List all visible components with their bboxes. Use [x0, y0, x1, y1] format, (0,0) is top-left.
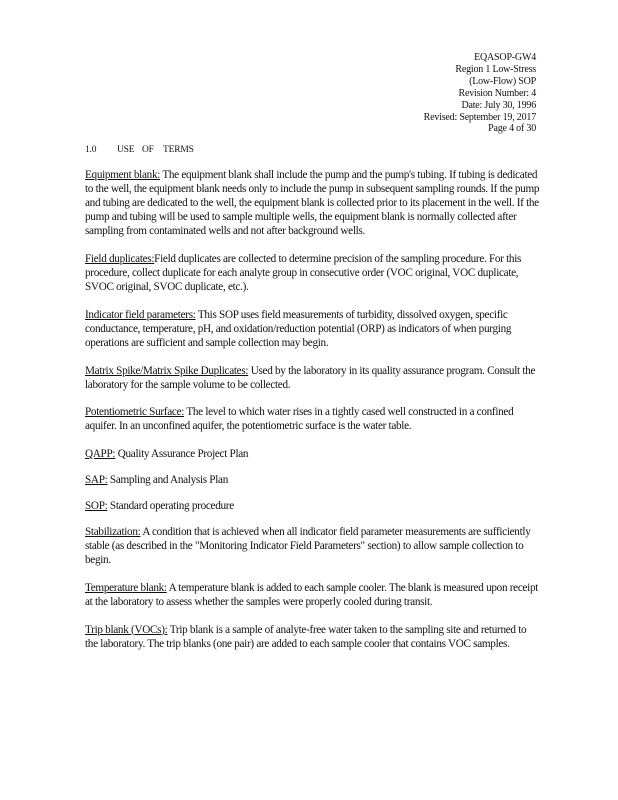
term-qapp	[85, 447, 541, 461]
term-definition: The level to which water rises in a tightly cased well constructed in a confined aquifer. In an unconfined aquifer, the potentiometric surface is the water table.	[85, 406, 514, 433]
term-definition: Used by the laboratory in its quality assurance program. Consult the laboratory for the sample volume to be collected.	[85, 364, 536, 391]
term-equipment-blank	[85, 168, 541, 238]
term-definition: Sampling and Analysis Plan	[107, 474, 228, 486]
doc-id: EQASOP-GW4	[474, 52, 536, 63]
term-label: Potentiometric Surface:	[85, 406, 185, 419]
term-definition: Quality Assurance Project Plan	[115, 447, 249, 460]
term-label: Temperature blank:	[85, 581, 167, 594]
doc-region: Region 1 Low-Stress	[455, 63, 536, 75]
section-title-word: USE	[117, 145, 135, 155]
term-indicator-field-parameters	[85, 308, 541, 350]
term-definition: The equipment blank shall include the pump and the pump's tubing. If tubing is dedicated to the well, the equipment blank needs only to include the pump in subsequent sampling rounds. If the pump and tubing are dedicated to the well, the equipment blank is collected prior to its placement in the well. If the pump and tubing will be used to sample multiple wells, the equipment blank is normally collected after sampling from contaminated wells and not after background wells.	[85, 169, 540, 238]
document-header	[424, 52, 536, 135]
term-definition: A temperature blank is added to each sample cooler. The blank is measured upon receipt at the laboratory to assess whether the samples were properly cooled during transit.	[85, 581, 539, 609]
term-label: SAP:	[85, 474, 108, 486]
term-label: Indicator field parameters:	[85, 308, 196, 321]
term-definition: Trip blank is a sample of analyte-free water taken to the sampling site and returned to the laboratory. The trip blanks (one pair) are added to each sample cooler that contains VOC samples.	[85, 623, 527, 650]
term-label: Field duplicates:	[85, 252, 155, 265]
term-definition: Standard operating procedure	[107, 500, 234, 513]
terms-list	[85, 168, 541, 664]
page-number: Page 4 of 30	[488, 123, 536, 135]
term-temperature-blank	[85, 581, 541, 609]
term-sop	[85, 499, 541, 513]
section-number: 1.0	[85, 145, 97, 155]
doc-revision: Revision Number: 4	[458, 87, 536, 99]
term-potentiometric-surface	[85, 405, 541, 433]
term-definition: Field duplicates are collected to determine precision of the sampling procedure. For this procedure, collect duplicate for each analyte group in consecutive order (VOC original, VOC duplicate, SVOC original, SVOC duplicate, etc.).	[85, 252, 522, 294]
term-definition: A condition that is achieved when all indicator field parameter measurements are sufficiently stable (as described in the "Monitoring Indicator Field Parameters" section) to allow sample collection to begin.	[85, 526, 531, 567]
term-label: Trip blank (VOCs):	[85, 623, 168, 636]
term-matrix-spike	[85, 364, 541, 392]
term-label: QAPP:	[85, 447, 116, 460]
term-definition: This SOP uses field measurements of turbidity, dissolved oxygen, specific conductance, temperature, pH, and oxidation/reduction potential (ORP) as indicators of when purging operations are sufficient and sample collection may begin.	[85, 308, 512, 349]
term-label: Equipment blank:	[85, 169, 161, 181]
doc-date: Date: July 30, 1996	[461, 99, 536, 111]
term-trip-blank	[85, 623, 541, 651]
term-label: Stabilization:	[85, 526, 141, 539]
doc-revised: Revised: September 19, 2017	[423, 111, 536, 123]
section-title-word: TERMS	[163, 145, 194, 155]
term-label: Matrix Spike/Matrix Spike Duplicates:	[85, 364, 249, 377]
term-label: SOP:	[85, 500, 108, 513]
doc-title: (Low-Flow) SOP	[469, 75, 536, 87]
term-field-duplicates	[85, 252, 541, 294]
term-sap	[85, 473, 541, 487]
term-stabilization	[85, 525, 541, 567]
section-title-word: OF	[142, 145, 154, 155]
section-heading	[85, 145, 194, 155]
